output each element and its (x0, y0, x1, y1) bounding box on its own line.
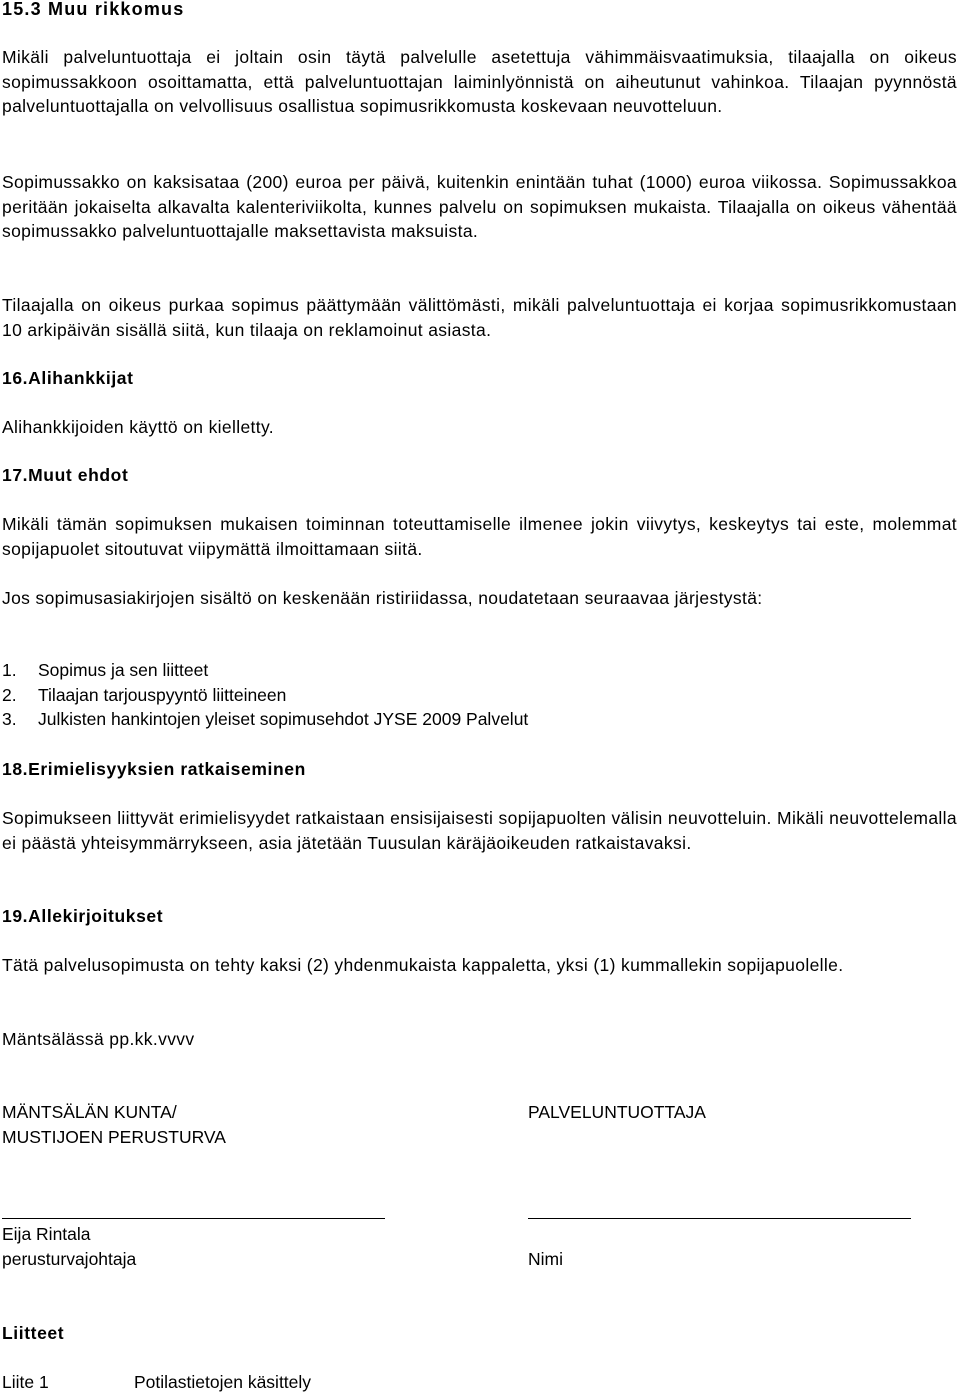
party-name-line-2: MUSTIJOEN PERUSTURVA (2, 1126, 226, 1147)
signatory-left (2, 1222, 422, 1271)
list-item (2, 683, 528, 708)
signatory-title: perusturvajohtaja (2, 1248, 137, 1269)
section-17-heading: 17.Muut ehdot (2, 465, 129, 485)
signature-block-left (2, 1100, 422, 1149)
list-item (2, 658, 528, 683)
party-name-line-1: PALVELUNTUOTTAJA (528, 1102, 706, 1122)
list-item-number: 3. (2, 709, 17, 729)
section-15-3-paragraph-3: Tilaajalla on oikeus purkaa sopimus päättymään välittömästi, mikäli palveluntuottaja ei korjaa sopimusrikkomustaan 10 arkipäivän sisällä siitä, kun tilaaja on reklamoinut asiasta. (2, 295, 957, 340)
signature-line-right (528, 1218, 911, 1219)
signatory-name: Nimi (528, 1249, 563, 1269)
party-name-line-1: MÄNTSÄLÄN KUNTA/ (2, 1102, 177, 1122)
list-item-text: Tilaajan tarjouspyyntö liitteineen (38, 684, 287, 705)
section-19-text: Tätä palvelusopimusta on tehty kaksi (2) yhdenmukaista kappaletta, yksi (1) kummallekin sopijapuolelle. (2, 955, 844, 975)
list-item-number: 2. (2, 684, 17, 705)
section-15-3-paragraph-2: Sopimussakko on kaksisataa (200) euroa per päivä, kuitenkin enintään tuhat (1000) euroa viikossa. Sopimussakkoa peritään jokaiselta alkavalta kalenteriviikolta, kunnes palvelu on sopimuksen mukaista. Tilaajalla on oikeus vähentää sopimussakko palveluntuottajalle maksettavista maksuista. (2, 172, 957, 241)
section-18-heading: 18.Erimielisyyksien ratkaiseminen (2, 759, 306, 779)
section-17-paragraph-2: Jos sopimusasiakirjojen sisältö on keskenään ristiriidassa, noudatetaan seuraavaa järjestystä: (2, 588, 763, 608)
section-16-heading: 16.Alihankkijat (2, 368, 134, 388)
signature-line-left (2, 1218, 385, 1219)
signatory-name: Eija Rintala (2, 1224, 91, 1244)
list-item-number: 1. (2, 660, 17, 680)
attachment-description: Potilastietojen käsittely (134, 1372, 312, 1392)
section-16-text: Alihankkijoiden käyttö on kielletty. (2, 417, 274, 437)
section-15-3-paragraph-1: Mikäli palveluntuottaja ei joltain osin täytä palvelulle asetettuja vähimmäisvaatimuksia, tilaajalla on oikeus sopimussakkoon osoittamatta, että palveluntuottajan laiminlyönnistä on aiheutunut vahinkoa. Tilaajan pyynnöstä palveluntuottajalla on velvollisuus osallistua sopimusrikkomusta koskevaan neuvotteluun. (2, 47, 957, 116)
list-item-text: Sopimus ja sen liitteet (38, 660, 209, 680)
section-17-paragraph-1: Mikäli tämän sopimuksen mukaisen toiminnan toteuttamiselle ilmenee jokin viivytys, keskeytys tai este, molemmat sopijapuolet sitoutuvat viipymättä ilmoittamaan siitä. (2, 514, 957, 559)
precedence-order-list (2, 658, 528, 732)
section-19-heading: 19.Allekirjoitukset (2, 906, 164, 926)
list-item (2, 707, 528, 732)
signature-block-right (528, 1100, 948, 1125)
signatory-right (528, 1247, 948, 1272)
section-15-3-heading: 15.3 Muu rikkomus (2, 0, 185, 19)
attachments-heading: Liitteet (2, 1323, 65, 1343)
attachment-label: Liite 1 (2, 1372, 49, 1392)
list-item-text: Julkisten hankintojen yleiset sopimusehdot JYSE 2009 Palvelut (38, 709, 529, 729)
place-date: Mäntsälässä pp.kk.vvvv (2, 1029, 195, 1049)
section-18-text: Sopimukseen liittyvät erimielisyydet ratkaistaan ensisijaisesti sopijapuolten välisin neuvotteluin. Mikäli neuvottelemalla ei päästä yhteisymmärrykseen, asia jätetään Tuusulan käräjäoikeuden ratkaistavaksi. (2, 808, 957, 853)
